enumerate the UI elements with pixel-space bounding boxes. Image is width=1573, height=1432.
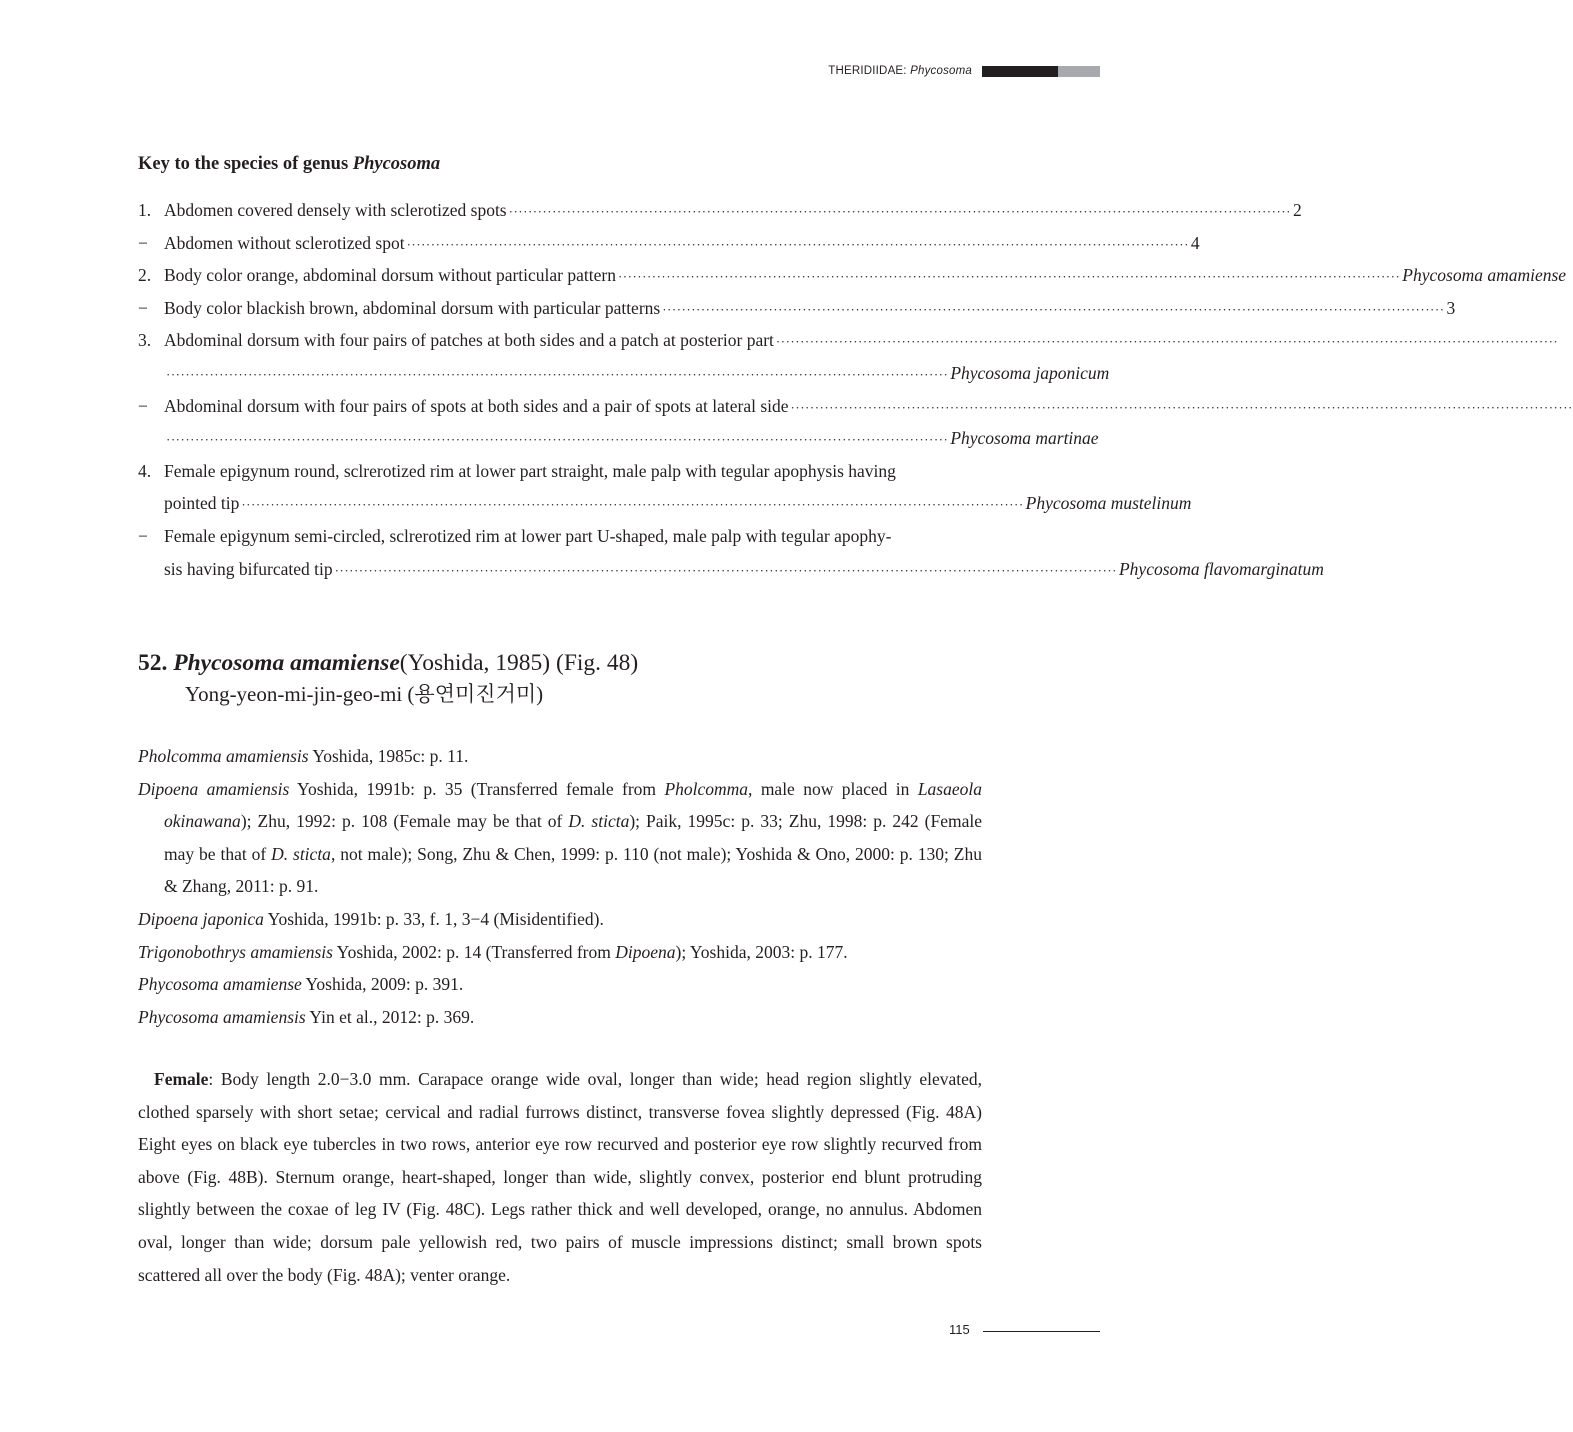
key-row	[138, 359, 1110, 392]
key-row-number: 1.	[138, 200, 152, 220]
key-row-text: Body color orange, abdominal dorsum without particular pattern	[164, 265, 616, 286]
synonym-reference: Yoshida, 2002: p. 14 (Transferred from	[332, 941, 616, 962]
key-row-text: Abdominal dorsum with four pairs of patches at both sides and a patch at posterior part	[164, 330, 774, 351]
synonym-name: D. sticta	[271, 843, 331, 864]
key-row-target: Phycosoma martinae	[950, 428, 1099, 449]
synonymy-entry	[138, 1001, 982, 1034]
page-number-rule	[983, 1331, 1100, 1332]
synonym-name: Dipoena japonica	[138, 908, 264, 929]
female-description	[138, 1063, 982, 1291]
leader-dots: ··································································································································································	[790, 399, 1573, 415]
key-row-target: 3	[1446, 297, 1456, 318]
key-row-text: Body color blackish brown, abdominal dorsum with particular patterns	[164, 297, 661, 318]
synonymy-entry	[138, 968, 982, 1001]
synonymy-entry	[138, 903, 982, 936]
synonym-reference: Yoshida, 1985c: p. 11.	[308, 746, 469, 766]
key-row	[138, 392, 1573, 425]
key-row-text: Abdomen covered densely with sclerotized spots	[164, 200, 507, 220]
key-row-number: 4.	[138, 460, 152, 481]
key-row-number: −	[138, 232, 148, 253]
leader-dots: ··································································································································································	[775, 334, 1559, 350]
synonym-reference: ); Paik, 1995c: p. 33; Zhu, 1998: p. 242 (Female may be that of	[164, 811, 982, 864]
species-common-name: Yong-yeon-mi-jin-geo-mi (용연미진거미)	[185, 682, 544, 706]
leader-dots: ··································································································································································	[166, 432, 949, 448]
header-family: THERIDIIDAE:	[828, 65, 907, 77]
species-heading	[138, 649, 638, 677]
key-row-text: Female epigynum round, sclrerotized rim at lower part straight, male palp with tegular apophysis having	[164, 460, 896, 481]
key-row	[138, 457, 982, 490]
synonym-name: D. sticta	[568, 811, 630, 832]
key-title-prefix: Key to the species of genus	[138, 154, 353, 174]
description-text: : Body length 2.0−3.0 mm. Carapace orange wide oval, longer than wide; head region slightly elevated, clothed sparsely with short setae; cervical and radial furrows distinct, transverse fovea slightly depressed (Fig. 48A) Eight eyes on black eye tubercles in two rows, anterior eye row recurved and posterior eye row slightly recurved from above (Fig. 48B). Sternum orange, heart-shaped, longer than wide, slightly convex, posterior end blunt protruding slightly between the coxae of leg IV (Fig. 48C). Legs rather thick and well developed, orange, no annulus. Abdomen oval, longer than wide; dorsum pale yellowish red, two pairs of muscle impressions distinct; small brown spots scattered all over the body (Fig. 48A); venter orange.	[138, 1069, 982, 1285]
species-author: (Yoshida, 1985) (Fig. 48)	[399, 650, 639, 676]
key-row-number: 3.	[138, 330, 152, 351]
leader-dots: ··································································································································································	[334, 562, 1117, 578]
key-row-target: Phycosoma japonicum	[950, 362, 1110, 383]
key-row-text: Abdominal dorsum with four pairs of spots at both sides and a pair of spots at lateral side	[164, 395, 789, 416]
leader-dots: ··································································································································································	[166, 366, 949, 382]
synonym-reference: ); Yoshida, 2003: p. 177.	[675, 941, 848, 962]
key-row-number: 2.	[138, 265, 152, 286]
synonym-name: Phycosoma amamiense	[138, 974, 302, 995]
synonym-reference: , male now placed in	[748, 778, 918, 799]
running-header	[828, 64, 1100, 78]
key-row	[138, 522, 982, 555]
species-name: Phycosoma amamiense	[173, 650, 400, 676]
synonymy-entry	[138, 936, 982, 969]
header-bar-dark	[982, 66, 1058, 77]
key-row	[138, 489, 1192, 522]
synonym-name: Dipoena	[615, 941, 676, 962]
key-row-text: Female epigynum semi-circled, sclrerotized rim at lower part U-shaped, male palp with tegular apophy-	[164, 525, 892, 546]
key-title-genus: Phycosoma	[352, 154, 441, 174]
page-number: 115	[949, 1322, 970, 1337]
key-row-target: Phycosoma mustelinum	[1025, 493, 1192, 514]
synonym-reference: Yoshida, 1991b: p. 35 (Transferred female from	[289, 778, 665, 799]
leader-dots: ··································································································································································	[617, 269, 1401, 285]
key-row-target: Phycosoma amamiense	[1402, 265, 1567, 286]
synonym-name: Phycosoma amamiensis	[138, 1006, 306, 1027]
key-row-text: sis having bifurcated tip	[164, 558, 333, 579]
key-row-number: −	[138, 395, 148, 416]
key-row-number: −	[138, 297, 148, 318]
synonym-reference: Yin et al., 2012: p. 369.	[305, 1006, 475, 1027]
key-row	[138, 326, 1559, 359]
leader-dots: ··································································································································································	[241, 497, 1024, 513]
key-row-target: Phycosoma flavomarginatum	[1118, 558, 1324, 579]
key-row-number: −	[138, 525, 148, 546]
key-row	[138, 294, 1456, 327]
synonym-name: Trigonobothrys amamiensis	[138, 941, 333, 962]
leader-dots: ··································································································································································	[508, 204, 1291, 219]
synonym-name: Lasaeola okinawana	[164, 778, 982, 832]
key-row-text: Abdomen without sclerotized spot	[164, 232, 405, 253]
key-row	[138, 424, 1099, 457]
key-row	[138, 196, 1302, 229]
synonymy-entry	[138, 773, 982, 903]
leader-dots: ··································································································································································	[662, 301, 1445, 317]
key-row-target: 4	[1190, 232, 1200, 253]
synonymy-entry	[138, 740, 982, 773]
key-row-target: 2	[1292, 200, 1302, 220]
description-label: Female	[154, 1069, 209, 1089]
species-number: 52.	[138, 650, 168, 676]
synonym-reference: Yoshida, 2009: p. 391.	[301, 974, 464, 995]
synonym-reference: ); Zhu, 1992: p. 108 (Female may be that of	[240, 811, 569, 832]
synonym-reference: , not male); Song, Zhu & Chen, 1999: p. 110 (not male); Yoshida & Ono, 2000: p. 130; Zhu & Zhang, 2011: p. 91.	[164, 843, 982, 897]
synonym-reference: Yoshida, 1991b: p. 33, f. 1, 3−4 (Misidentified).	[263, 908, 604, 929]
running-header-text	[828, 65, 972, 77]
key-row	[138, 555, 1324, 588]
synonym-name: Pholcomma amamiensis	[138, 746, 309, 766]
key-row	[138, 229, 1200, 262]
synonym-name: Pholcomma	[664, 778, 749, 799]
header-genus: Phycosoma	[910, 65, 972, 77]
synonymy-list	[138, 740, 982, 1033]
key-row-text: pointed tip	[164, 493, 240, 514]
key-row	[138, 261, 1567, 294]
header-bar-grey	[1058, 66, 1100, 77]
key-title	[138, 154, 440, 175]
synonym-name: Dipoena amamiensis	[138, 778, 290, 799]
species-key	[138, 196, 1573, 587]
leader-dots: ··································································································································································	[406, 236, 1189, 252]
